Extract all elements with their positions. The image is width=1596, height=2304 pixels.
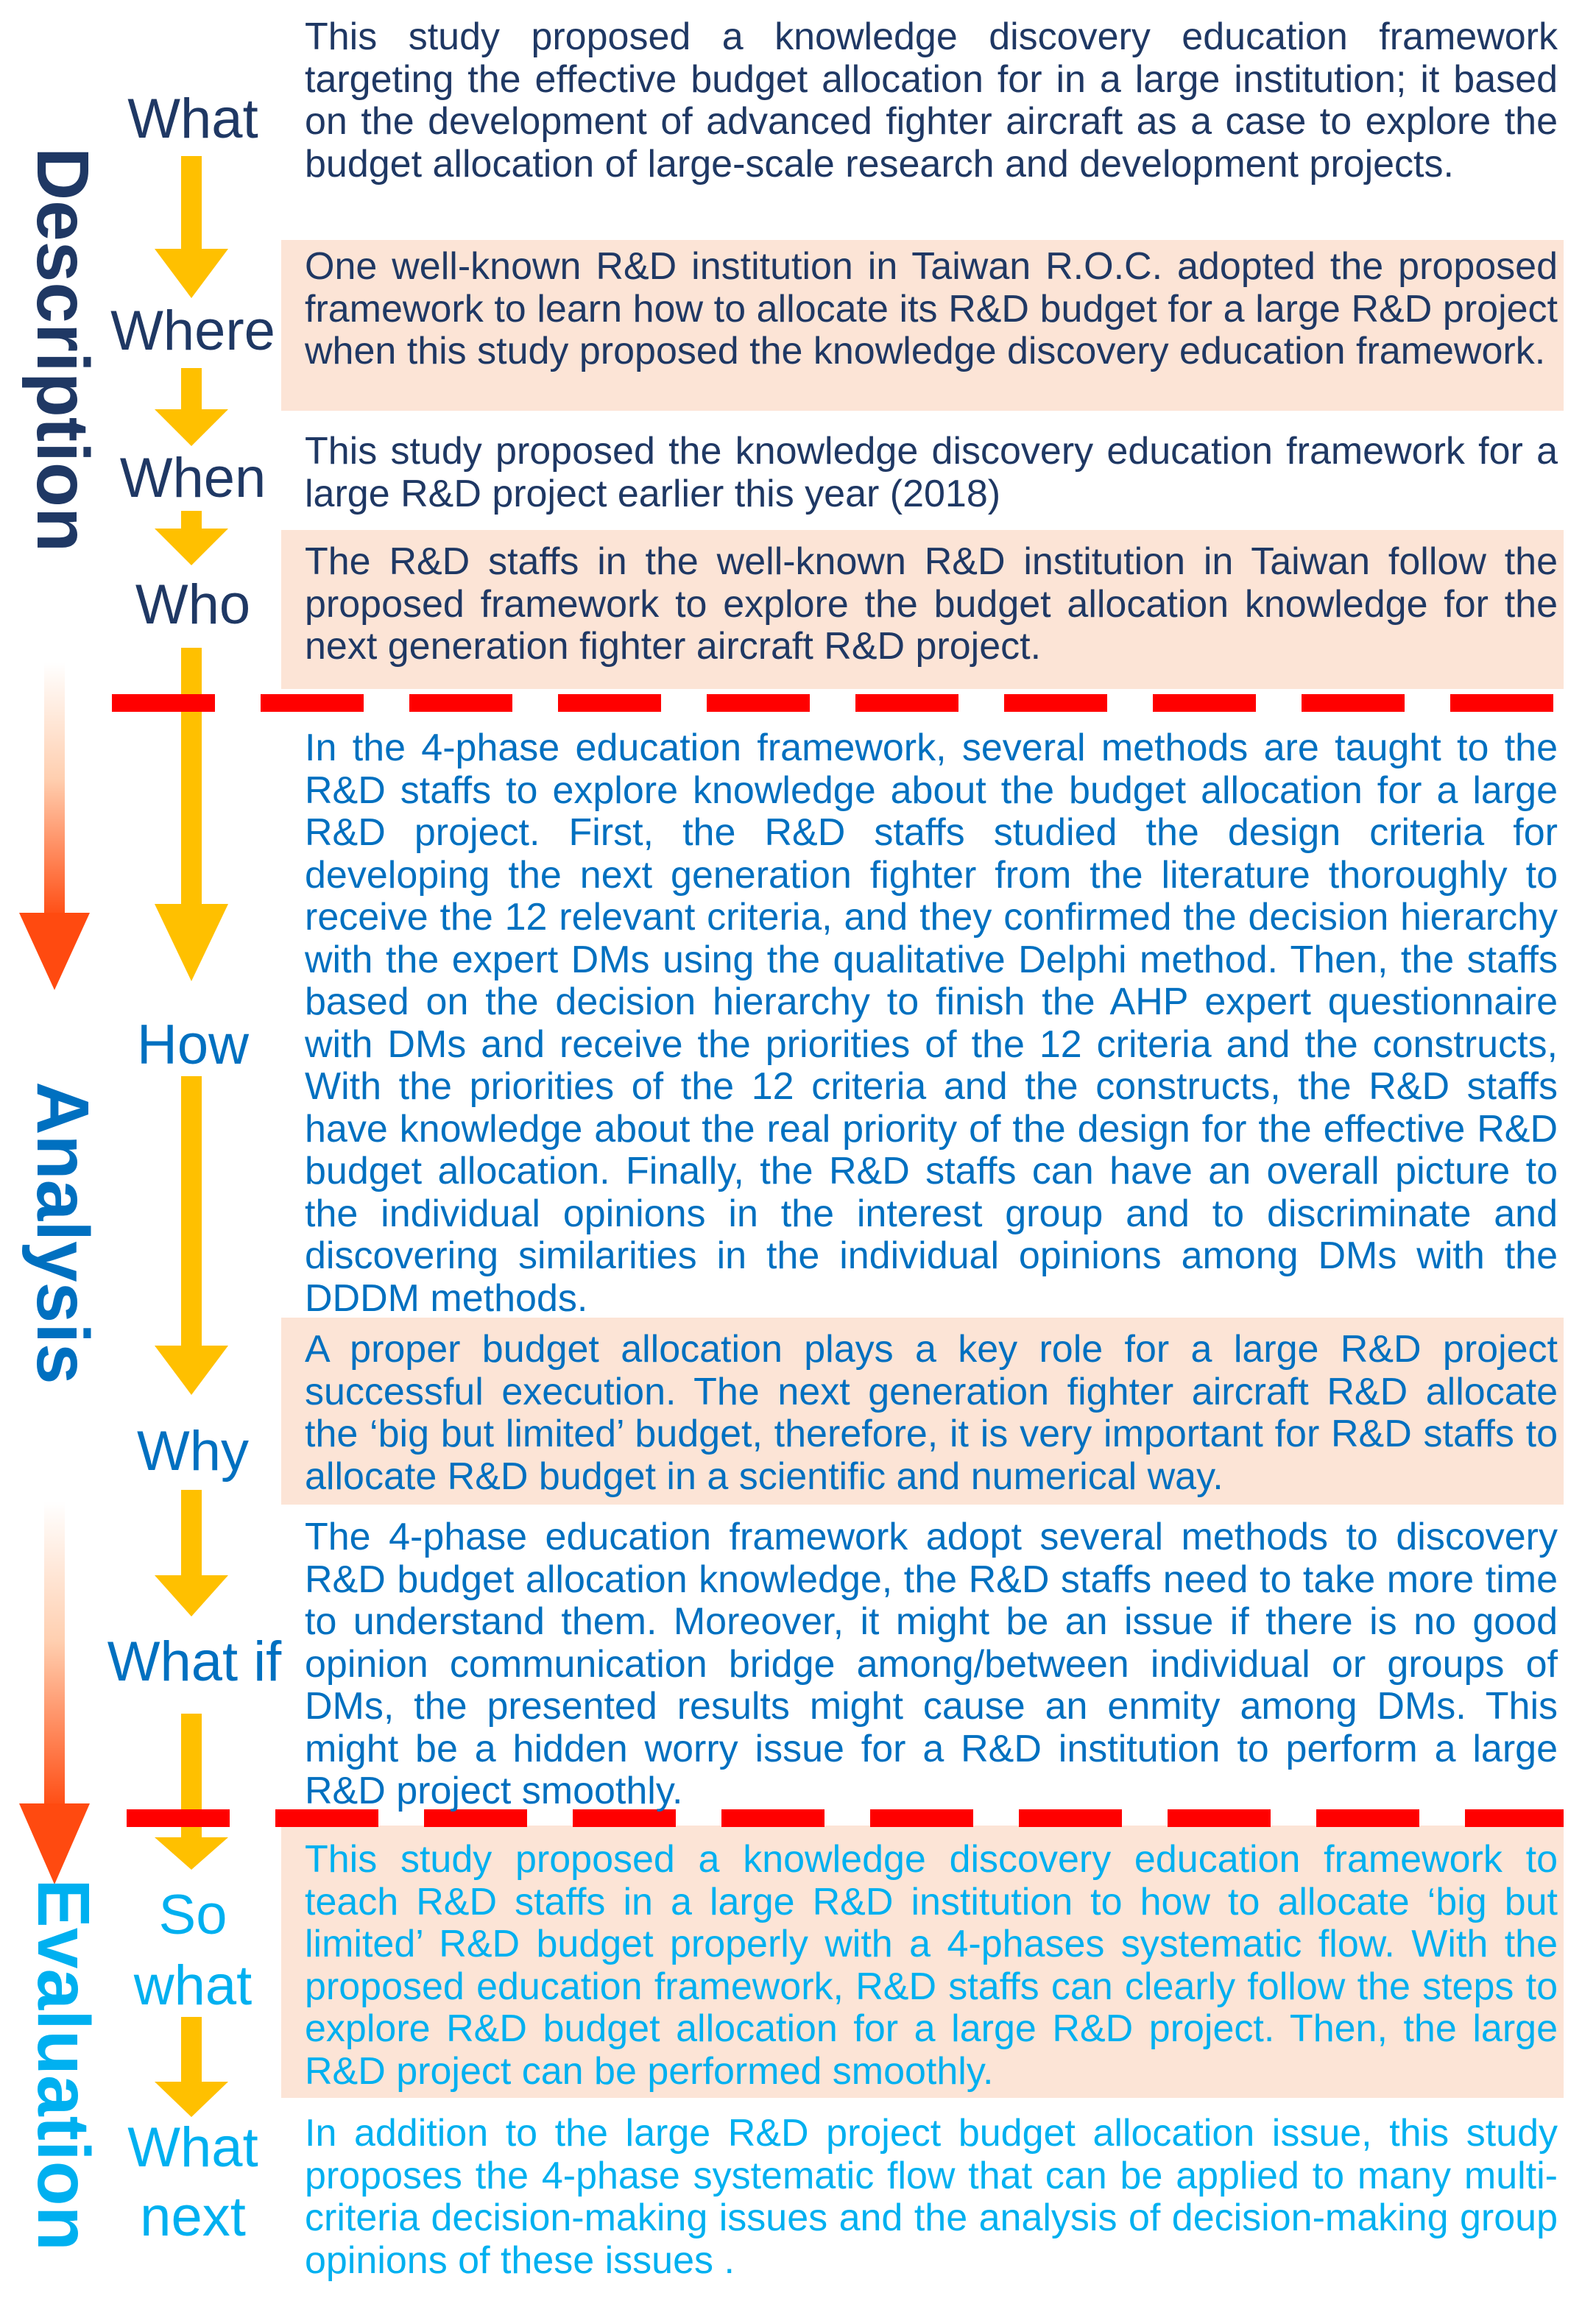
arrow-where-to-when [155,368,228,446]
answer-what-next: In addition to the large R&D project budget allocation issue, this study proposes the 4-phase systematic flow that can be applied to many multi-criteria decision-making issues and the analysis of decision-making group opinions of these issues . [305,2112,1558,2282]
side-arrow-analysis-to-evaluation [19,1502,90,1884]
answer-when-container [281,431,1564,515]
question-why: Why [137,1420,249,1483]
side-arrow-description-to-analysis [19,662,90,990]
arrow-why-to-what-if [155,1490,228,1616]
question-so-what-line2: what [133,1954,253,2017]
section-label-description: Description [21,146,104,553]
answer-how: In the 4-phase education framework, several methods are taught to the R&D staffs to explore knowledge about the budget allocation for a large R&D project. First, the R&D staffs studied the design criteria for developing the next generation fighter from the literature thoroughly to receive the 12 relevant criteria, and they confirmed the decision hierarchy with the expert DMs using the qualitative Delphi method. Then, the staffs based on the decision hierarchy to finish the AHP expert questionnaire with DMs and receive the priorities of the 12 criteria and the constructs, With the priorities of the 12 criteria and the constructs, the R&D staffs have knowledge about the real priority of the design for the effective R&D budget allocation. Finally, the R&D staffs can have an overall picture to the individual opinions in the interest group and to discriminate and discovering similarities in the individual opinions among DMs with the DDDM methods. [305,727,1558,1320]
question-how: How [136,1014,250,1076]
question-what-if: What if [107,1630,282,1693]
question-when: When [119,447,266,509]
arrow-so-what-to-what-next [155,2017,228,2117]
answer-who: The R&D staffs in the well-known R&D institution in Taiwan follow the proposed framework to explore the budget allocation knowledge for the next generation fighter aircraft R&D project. [305,540,1558,668]
section-label-analysis: Analysis [21,1081,104,1385]
answer-why: A proper budget allocation plays a key role for a large R&D project successful execution. The next generation fighter aircraft R&D allocate the ‘big but limited’ budget, therefore, it is very important for R&D staffs to allocate R&D budget in a scientific and numerical way. [305,1328,1558,1498]
answer-where: One well-known R&D institution in Taiwan R.O.C. adopted the proposed framework to learn how to allocate its R&D budget for a large R&D project when this study proposed the knowledge discovery education framework. [305,245,1558,372]
question-what-next-line2: next [140,2185,246,2248]
question-what: What [127,88,258,150]
arrow-what-to-where [155,156,228,298]
answer-where-container [281,246,1564,373]
question-who: Who [135,573,251,636]
arrow-what-if-to-so-what [155,1714,228,1870]
answer-who-container [281,541,1564,668]
answer-why-container [281,1329,1564,1498]
answer-what: This study proposed a knowledge discovery education framework targeting the effective budget allocation for in a large institution; it based on the development of advanced fighter aircraft as a case to explore the budget allocation of large-scale research and development projects. [305,15,1558,185]
answer-what-if-container [281,1516,1564,1813]
section-label-evaluation: Evaluation [22,1879,105,2251]
answer-so-what: This study proposed a knowledge discovery education framework to teach R&D staffs in a large R&D institution to how to allocate ‘big but limited’ R&D budget properly with a 4-phases systematic flow. With the proposed education framework, R&D staffs can clearly follow the steps to explore R&D budget allocation for a large R&D project. Then, the large R&D project can be performed smoothly. [305,1838,1558,2093]
question-where: Where [110,300,275,362]
answer-what-container [281,16,1564,185]
answer-what-if: The 4-phase education framework adopt several methods to discovery R&D budget allocation knowledge, the R&D staffs need to take more time to understand them. Moreover, it might be an issue if there is no good opinion communication bridge among/between individual or groups of DMs, the presented results might cause an enmity among DMs. This might be a hidden worry issue for a R&D institution to perform a large R&D project smoothly. [305,1516,1558,1812]
answer-how-container [281,727,1564,1320]
answer-when: This study proposed the knowledge discovery education framework for a large R&D project earlier this year (2018) [305,430,1558,515]
question-so-what-line1: So [158,1884,227,1946]
arrow-how-to-why [155,1076,228,1395]
question-what-next-line1: What [127,2116,258,2179]
arrow-when-to-who [155,511,228,565]
answer-so-what-container [281,1839,1564,2093]
answer-what-next-container [281,2113,1564,2282]
